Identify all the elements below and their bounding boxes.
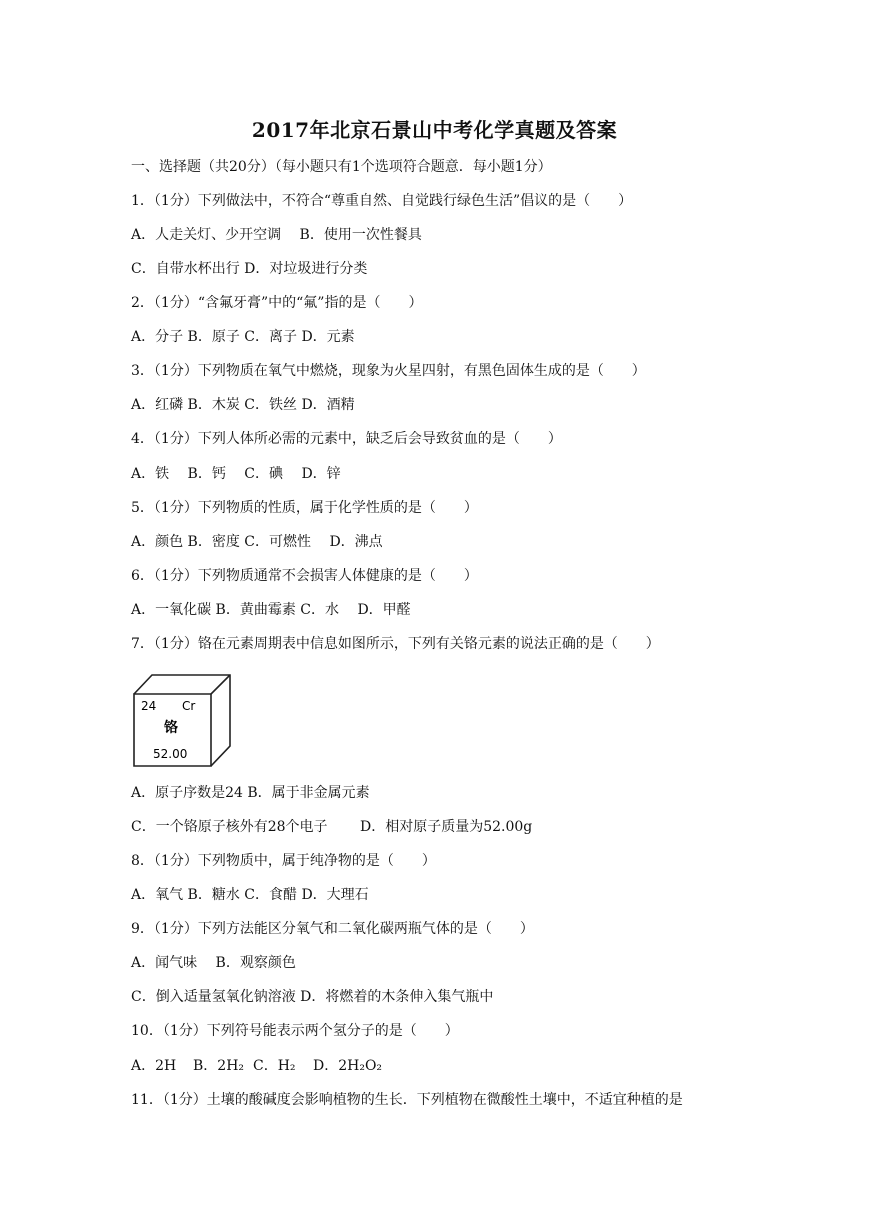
question-5-stem: 5．（1分）下列物质的性质，属于化学性质的是（ ） <box>131 500 478 516</box>
question-5-options: A．颜色 B．密度 C．可燃性 D．沸点 <box>131 534 383 550</box>
question-2-stem: 2．（1分）“含氟牙膏”中的“氟”指的是（ ） <box>131 295 423 311</box>
question-8-options: A．氧气 B．糖水 C．食醋 D．大理石 <box>131 887 369 903</box>
option-d: D．2H₂O₂ <box>313 1058 383 1074</box>
question-8-stem: 8．（1分）下列物质中，属于纯净物的是（ ） <box>131 853 436 869</box>
question-7-stem: 7．（1分）铬在元素周期表中信息如图所示，下列有关铬元素的说法正确的是（ ） <box>131 636 660 652</box>
question-1-options-ab: A．人走关灯、少开空调 B．使用一次性餐具 <box>131 227 422 243</box>
question-9-options-cd: C．倒入适量氢氧化钠溶液 D．将燃着的木条伸入集气瓶中 <box>131 989 494 1005</box>
question-11-stem: 11．（1分）土壤的酸碱度会影响植物的生长．下列植物在微酸性土壤中，不适宜种植的是 <box>131 1092 683 1108</box>
question-7-options-ab: A．原子序数是24 B．属于非金属元素 <box>131 785 370 801</box>
atomic-mass: 52.00 <box>153 747 188 761</box>
element-symbol: Cr <box>182 699 196 713</box>
question-10-options <box>131 1057 382 1075</box>
question-9-options-ab: A．闻气味 B．观察颜色 <box>131 955 296 971</box>
option-a: A．2H <box>131 1058 177 1074</box>
section-heading: 一、选择题（共20分）（每小题只有1个选项符合题意．每小题1分） <box>131 159 552 175</box>
question-3-stem: 3．（1分）下列物质在氧气中燃烧，现象为火星四射，有黑色固体生成的是（ ） <box>131 363 646 379</box>
question-6-stem: 6．（1分）下列物质通常不会损害人体健康的是（ ） <box>131 568 478 584</box>
question-9-stem: 9．（1分）下列方法能区分氧气和二氧化碳两瓶气体的是（ ） <box>131 921 534 937</box>
option-b: B．2H₂ <box>193 1058 245 1074</box>
option-c: C．H₂ <box>253 1058 296 1074</box>
question-1-options-cd: C．自带水杯出行 D．对垃圾进行分类 <box>131 261 368 277</box>
question-7-options-cd: C．一个铬原子核外有28个电子 D．相对原子质量为52.00g <box>131 819 533 835</box>
chromium-element-cell-figure <box>131 672 233 768</box>
question-1-stem: 1．（1分）下列做法中，不符合“尊重自然、自觉践行绿色生活”倡议的是（ ） <box>131 193 633 209</box>
question-3-options: A．红磷 B．木炭 C．铁丝 D．酒精 <box>131 397 355 413</box>
question-2-options: A．分子 B．原子 C．离子 D．元素 <box>131 329 355 345</box>
element-name: 铬 <box>164 720 178 736</box>
question-6-options: A．一氧化碳 B．黄曲霉素 C．水 D．甲醛 <box>131 602 411 618</box>
atomic-number: 24 <box>141 699 157 713</box>
page-title: 2017年北京石景山中考化学真题及答案 <box>251 118 618 142</box>
question-10-stem: 10．（1分）下列符号能表示两个氢分子的是（ ） <box>131 1023 459 1039</box>
question-4-options: A．铁 B．钙 C．碘 D．锌 <box>131 466 341 482</box>
question-4-stem: 4．（1分）下列人体所必需的元素中，缺乏后会导致贫血的是（ ） <box>131 431 562 447</box>
